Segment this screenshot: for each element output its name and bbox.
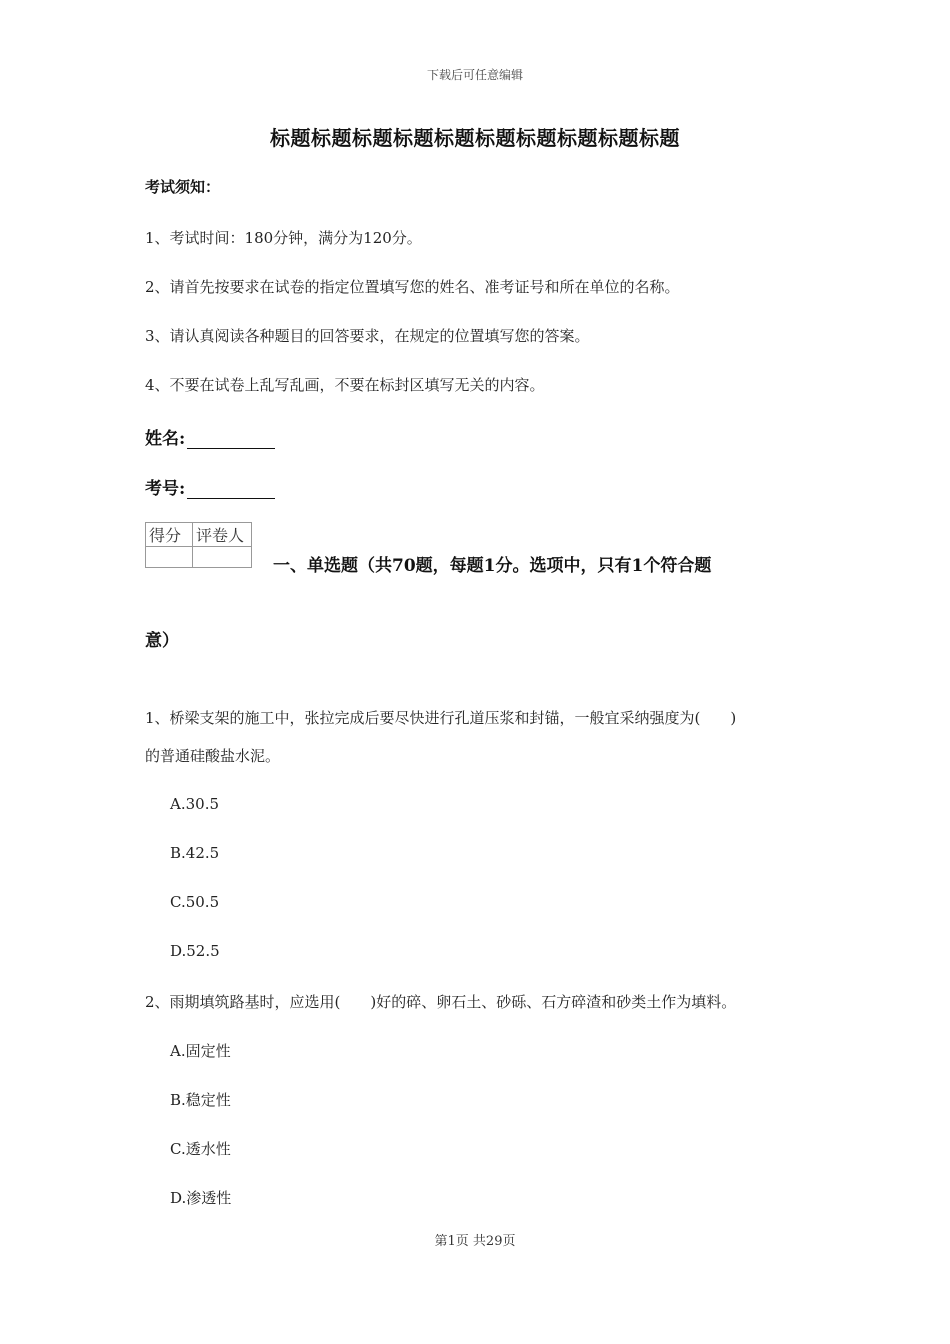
- question-2-option-a: A.固定性: [170, 1042, 231, 1060]
- notice-rule-4: 4、不要在试卷上乱写乱画，不要在标封区填写无关的内容。: [145, 376, 545, 394]
- name-label: 姓名:: [145, 429, 186, 449]
- question-1-option-d: D.52.5: [170, 942, 220, 960]
- score-table: [145, 522, 252, 568]
- score-cell: [146, 547, 193, 568]
- question-2-option-b: B.稳定性: [170, 1091, 231, 1109]
- question-1-option-b: B.42.5: [170, 844, 220, 862]
- grader-cell: [193, 547, 252, 568]
- section-title-continued: 意）: [145, 631, 179, 651]
- name-blank[interactable]: [187, 430, 275, 449]
- grader-header: 评卷人: [193, 523, 252, 547]
- document-title: 标题标题标题标题标题标题标题标题标题标题: [270, 126, 680, 150]
- question-1-stem: 1、桥梁支架的施工中，张拉完成后要尽快进行孔道压浆和封锚，一般宜采纳强度为( ): [145, 709, 737, 727]
- exam-id-label: 考号:: [145, 479, 186, 499]
- header-note: 下载后可任意编辑: [426, 68, 523, 82]
- notice-rule-2: 2、请首先按要求在试卷的指定位置填写您的姓名、准考证号和所在单位的名称。: [145, 278, 680, 296]
- notice-rule-3: 3、请认真阅读各种题目的回答要求，在规定的位置填写您的答案。: [145, 327, 590, 345]
- question-2-stem: 2、雨期填筑路基时，应选用( )好的碎、卵石土、砂砾、石方碎渣和砂类土作为填料。: [145, 993, 737, 1011]
- question-1-option-c: C.50.5: [170, 893, 220, 911]
- question-2-option-c: C.透水性: [170, 1140, 231, 1158]
- notice-rule-1: 1、考试时间：180分钟，满分为120分。: [145, 229, 422, 247]
- page-footer: 第1页 共29页: [434, 1234, 516, 1249]
- exam-id-field: [145, 474, 275, 499]
- question-1-option-a: A.30.5: [170, 795, 219, 813]
- question-2-option-d: D.渗透性: [170, 1189, 232, 1207]
- question-1-stem-continued: 的普通硅酸盐水泥。: [145, 747, 281, 765]
- name-field: [145, 424, 275, 449]
- section-title: 一、单选题（共70题，每题1分。选项中，只有1个符合题: [273, 556, 712, 576]
- score-header: 得分: [146, 523, 193, 547]
- notice-heading: 考试须知：: [145, 178, 221, 196]
- exam-id-blank[interactable]: [187, 480, 275, 499]
